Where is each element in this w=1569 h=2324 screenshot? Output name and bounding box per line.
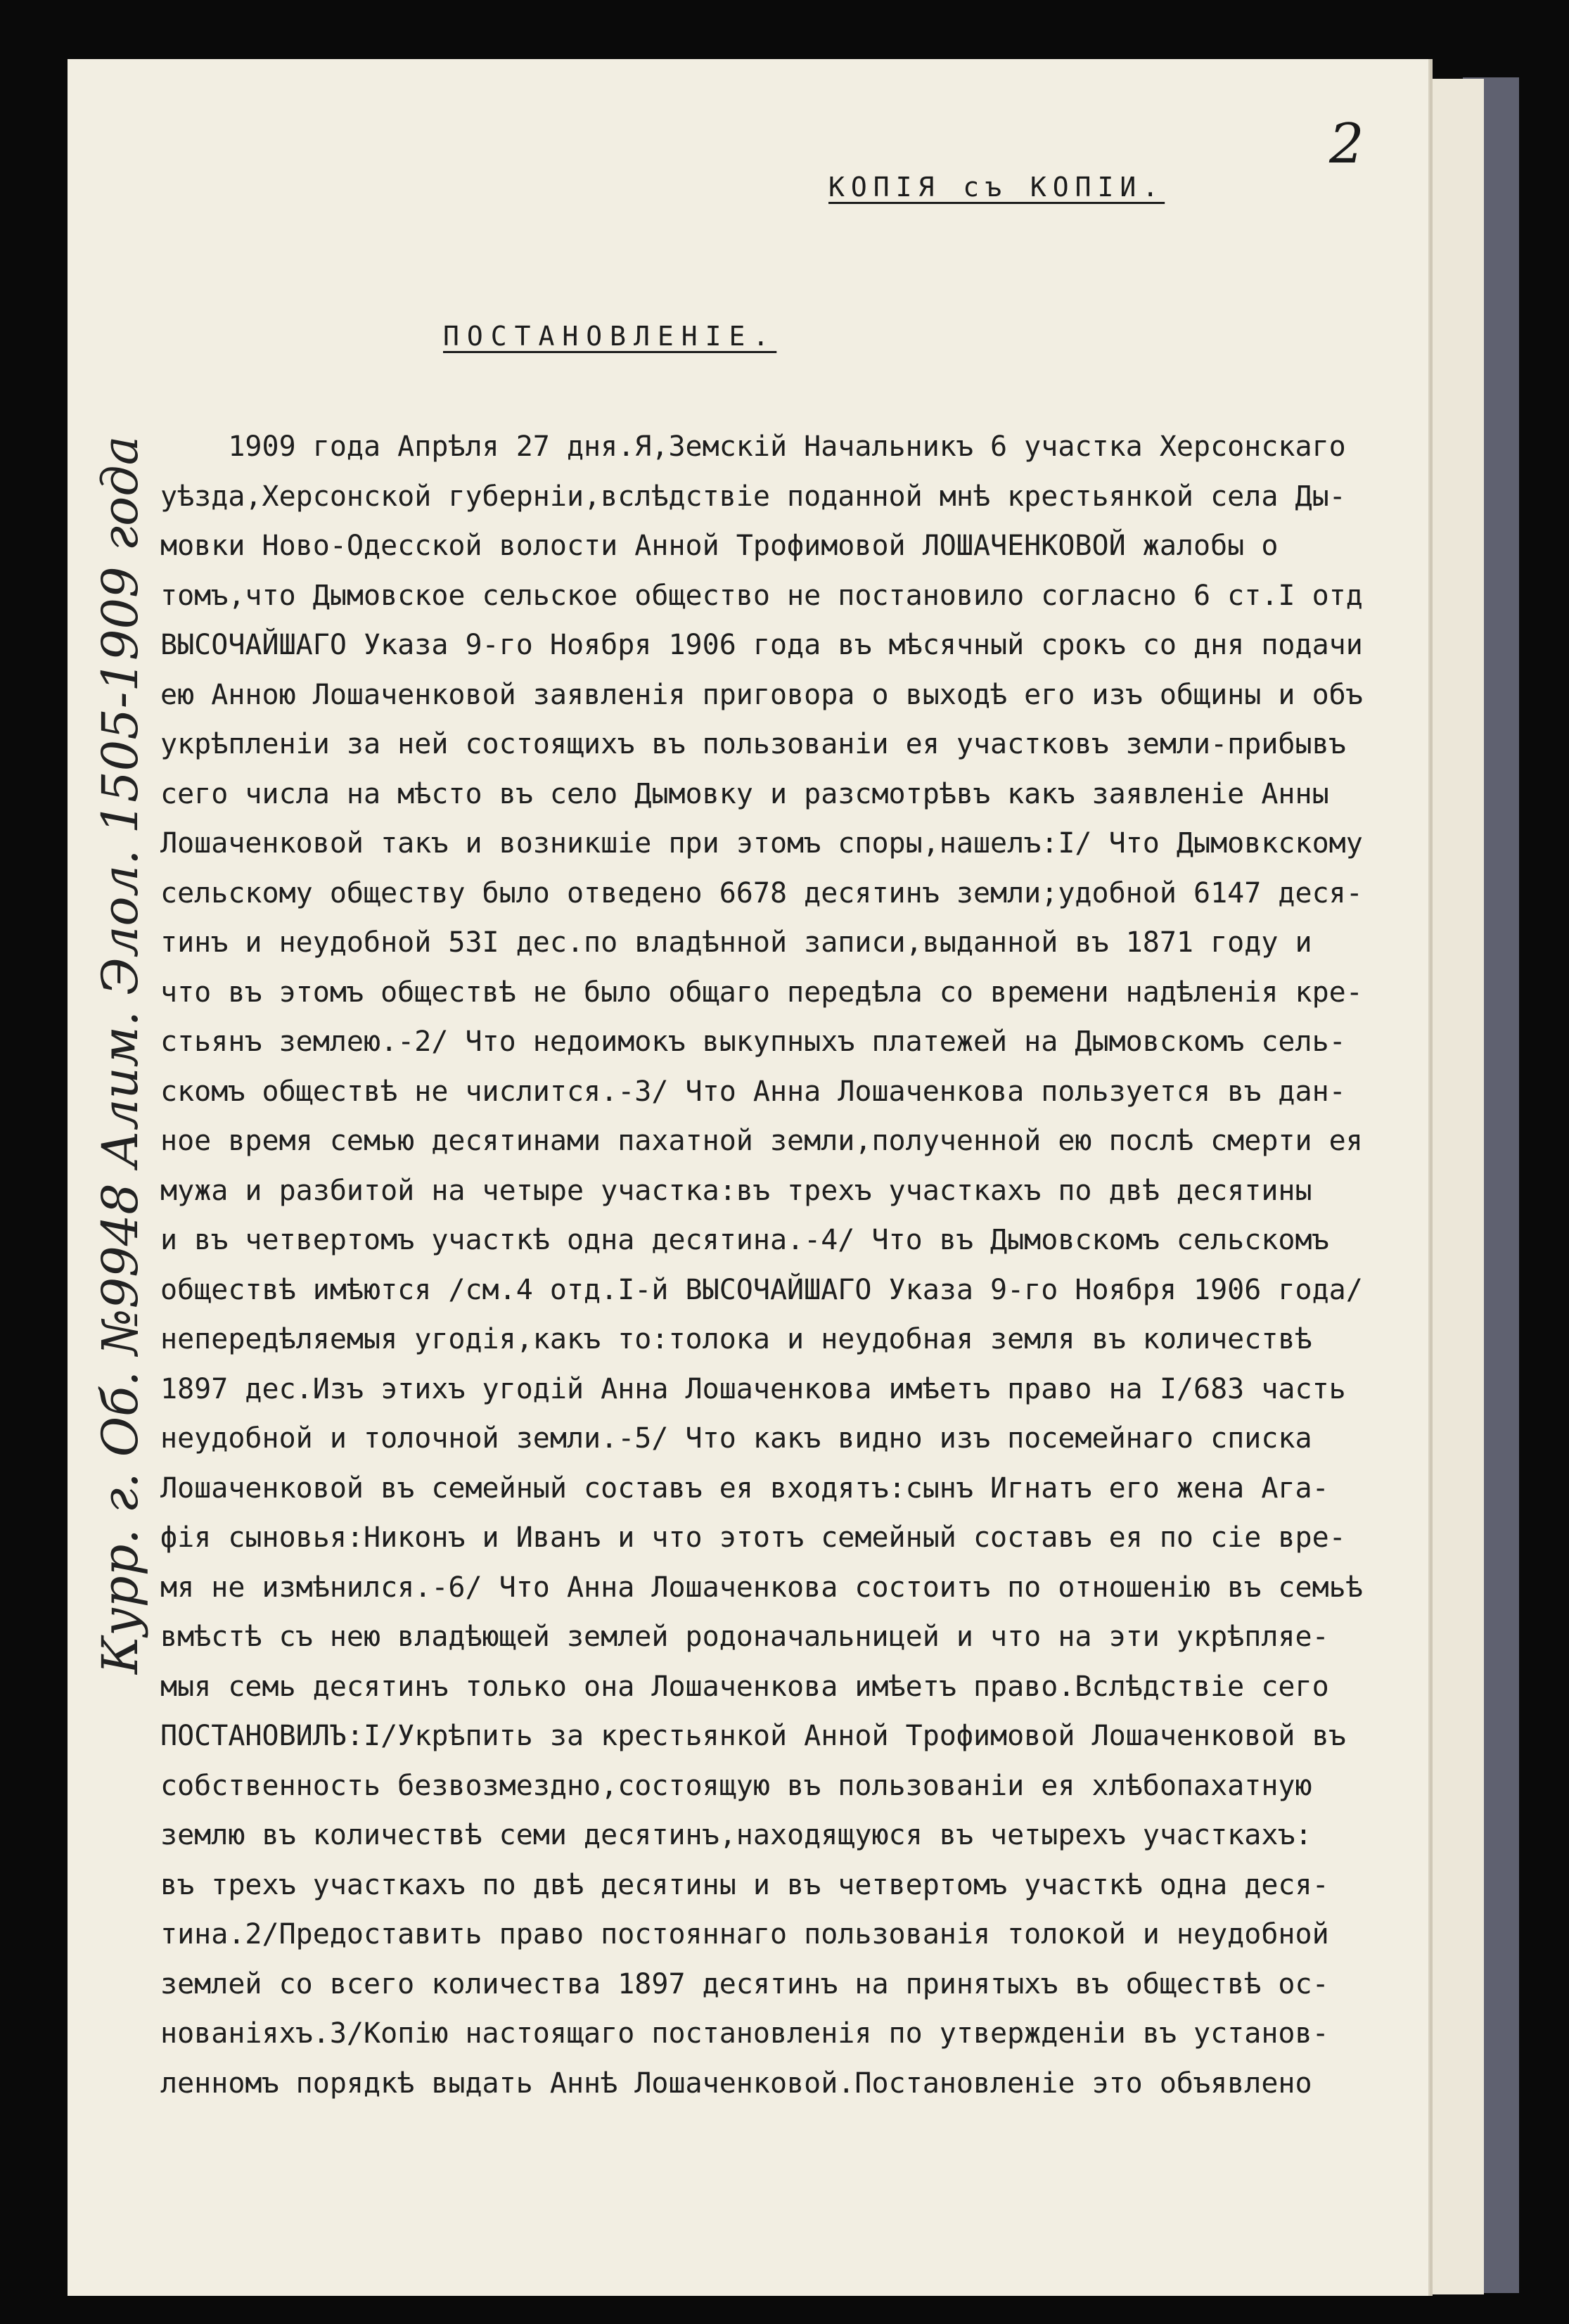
text-line: мовки Ново-Одесской волости Анной Трофимовой ЛОШАЧЕНКОВОЙ жалобы о (160, 530, 1279, 562)
text-line: фія сыновья:Никонъ и Иванъ и что этотъ семейный составъ ея по сіе вре- (160, 1521, 1346, 1554)
text-line: скомъ обществѣ не числится.-3/ Что Анна Лошаченкова пользуется въ дан- (160, 1075, 1346, 1108)
text-line: томъ,что Дымовское сельское общество не постановило согласно 6 ст.I отд (160, 579, 1363, 612)
text-line: неудобной и толочной земли.-5/ Что какъ видно изъ посемейнаго списка (160, 1422, 1312, 1455)
text-line: уѣзда,Херсонской губерніи,вслѣдствіе поданной мнѣ крестьянкой села Ды- (160, 480, 1346, 513)
document-body (160, 422, 1363, 2108)
text-line: ВЫСОЧАЙШАГО Указа 9-го Ноября 1906 года въ мѣсячный срокъ со дня подачи (160, 629, 1363, 661)
document-title: ПОСТАНОВЛЕНІЕ. (443, 321, 777, 352)
text-line: и въ четвертомъ участкѣ одна десятина.-4/ Что въ Дымовскомъ сельскомъ (160, 1224, 1329, 1256)
text-line: ное время семью десятинами пахатной земли,полученной ею послѣ смерти ея (160, 1125, 1363, 1157)
margin-handwritten-note: Курр. г. Об. №9948 Алим. Элол. 1505-1909 года (91, 435, 149, 1674)
text-line: ею Анною Лошаченковой заявленія приговора о выходѣ его изъ общины и объ (160, 678, 1363, 711)
text-line: укрѣпленіи за ней состоящихъ въ пользованіи ея участковъ земли-прибывъ (160, 728, 1346, 760)
text-line: сельскому обществу было отведено 6678 десятинъ земли;удобной 6147 деся- (160, 876, 1363, 909)
text-line: стьянъ землею.-2/ Что недоимокъ выкупныхъ платежей на Дымовскомъ сель- (160, 1026, 1346, 1058)
text-line: собственность безвозмездно,состоящую въ пользованіи ея хлѣбопахатную (160, 1769, 1312, 1802)
text-line: землей со всего количества 1897 десятинъ на принятыхъ въ обществѣ ос- (160, 1967, 1329, 2000)
text-line: обществѣ имѣются /см.4 отд.I-й ВЫСОЧАЙШАГО Указа 9-го Ноября 1906 года/ (160, 1273, 1363, 1306)
text-line: ПОСТАНОВИЛЪ:I/Укрѣпить за крестьянкой Анной Трофимовой Лошаченковой въ (160, 1720, 1346, 1752)
text-line: тинъ и неудобной 53I дес.по владѣнной записи,выданной въ 1871 году и (160, 926, 1312, 959)
text-line: мя не измѣнился.-6/ Что Анна Лошаченкова состоитъ по отношенію въ семьѣ (160, 1571, 1363, 1604)
text-line: Лошаченковой такъ и возникшіе при этомъ споры,нашелъ:I/ Что Дымовкскому (160, 827, 1363, 860)
text-line: непередѣляемыя угодія,какъ то:толока и неудобная земля въ количествѣ (160, 1323, 1312, 1355)
text-line: что въ этомъ обществѣ не было общаго передѣла со времени надѣленія кре- (160, 976, 1363, 1009)
text-line: тина.2/Предоставить право постояннаго пользованія толокой и неудобной (160, 1918, 1329, 1950)
copy-heading: КОПІЯ съ КОПІИ. (828, 172, 1165, 203)
text-line: 1897 дес.Изъ этихъ угодій Анна Лошаченкова имѣетъ право на I/683 часть (160, 1372, 1346, 1405)
text-line: мужа и разбитой на четыре участка:въ трехъ участкахъ по двѣ десятины (160, 1174, 1312, 1207)
text-line: сего числа на мѣсто въ село Дымовку и разсмотрѣвъ какъ заявленіе Анны (160, 777, 1329, 810)
text-line: 1909 года Апрѣля 27 дня.Я,Земскій Начальникъ 6 участка Херсонскаго (160, 430, 1346, 463)
text-line: нованіяхъ.3/Копію настоящаго постановленія по утвержденіи въ установ- (160, 2017, 1329, 2050)
text-line: вмѣстѣ съ нею владѣющей землей родоначальницей и что на эти укрѣпляе- (160, 1621, 1329, 1653)
text-line: мыя семь десятинъ только она Лошаченкова имѣетъ право.Вслѣдствіе сего (160, 1670, 1329, 1703)
text-line: въ трехъ участкахъ по двѣ десятины и въ четвертомъ участкѣ одна деся- (160, 1868, 1329, 1901)
page-number: 2 (1329, 113, 1364, 176)
text-line: ленномъ порядкѣ выдать Аннѣ Лошаченковой.Постановленіе это объявлено (160, 2067, 1312, 2100)
text-line: землю въ количествѣ семи десятинъ,находящуюся въ четырехъ участкахъ: (160, 1819, 1312, 1851)
text-line: Лошаченковой въ семейный составъ ея входятъ:сынъ Игнатъ его жена Ага- (160, 1471, 1329, 1505)
